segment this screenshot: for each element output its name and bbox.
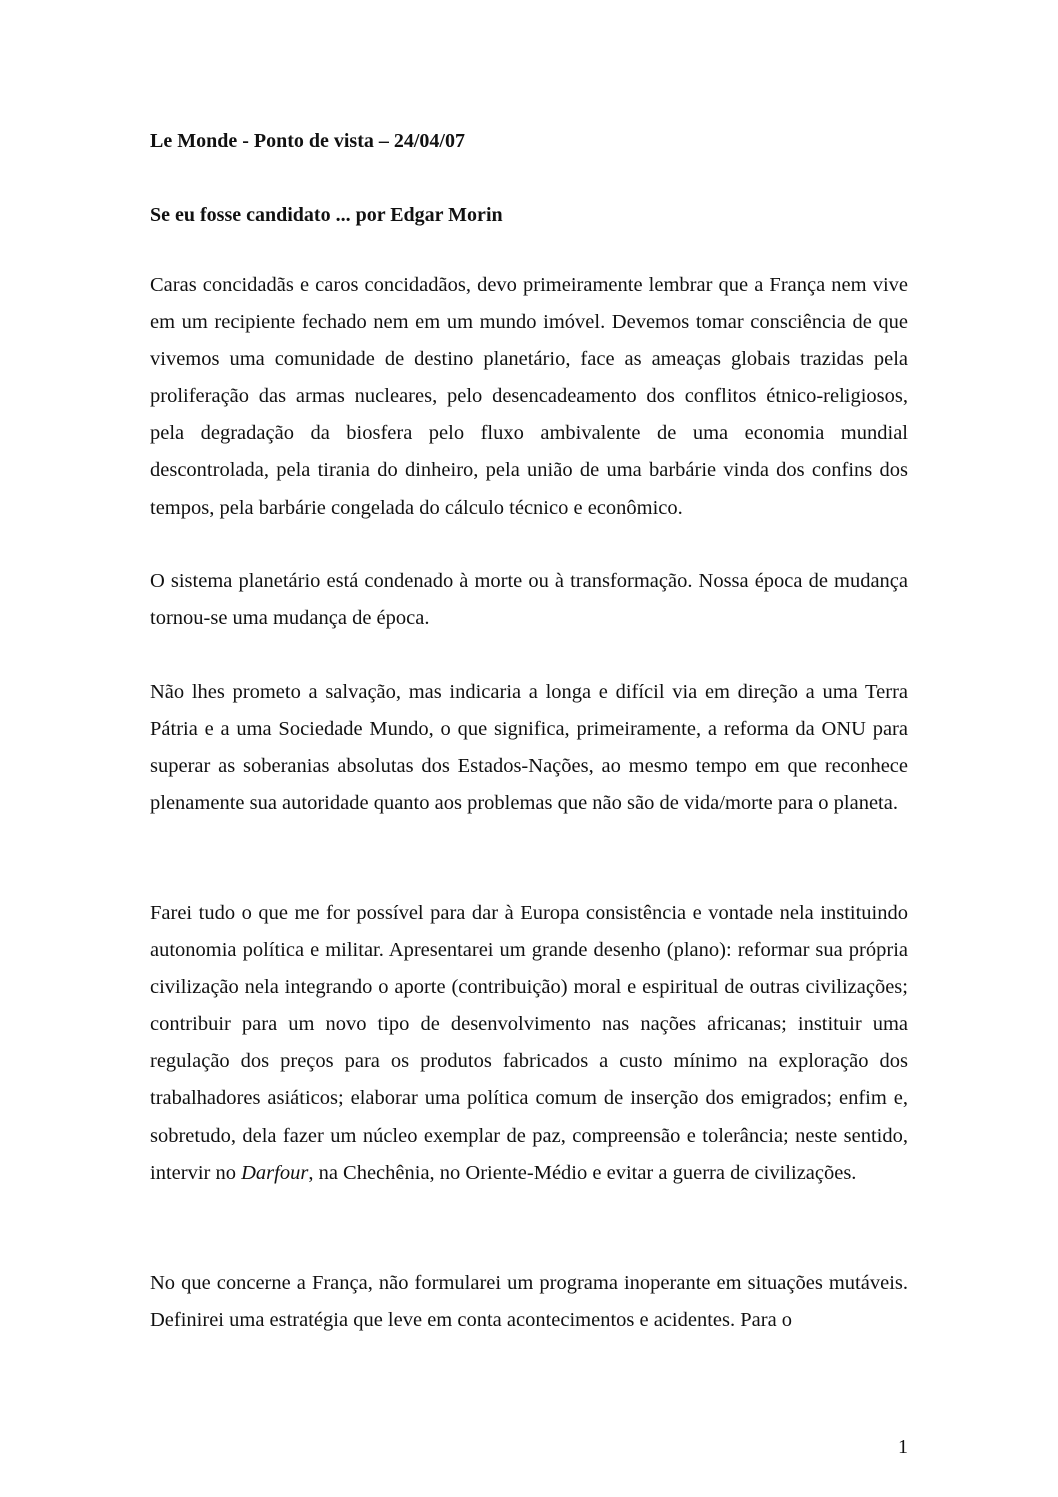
paragraph-france: No que concerne a França, não formularei um programa inoperante em situações mutáveis. Definirei uma estratégia que leve em conta acontecimentos e acidentes. Para o: [150, 1272, 908, 1332]
paragraph-planetary-system: O sistema planetário está condenado à morte ou à transformação. Nossa época de mudança tornou-se uma mudança de época.: [150, 570, 908, 630]
paragraph-intro: Caras concidadãs e caros concidadãos, devo primeiramente lembrar que a França nem vive em um recipiente fechado nem em um mundo imóvel. Devemos tomar consciência de que vivemos uma comunidade de destino planetário, face as ameaças globais trazidas pela proliferação das armas nucleares, pelo desencadeamento dos conflitos étnico-religiosos, pela degradação da biosfera pelo fluxo ambivalente de uma economia mundial descontrolada, pela tirania do dinheiro, pela união de uma barbárie vinda dos confins dos tempos, pela barbárie congelada do cálculo técnico e econômico.: [150, 274, 908, 519]
page-number: 1: [898, 1436, 908, 1458]
document-title: Se eu fosse candidato ... por Edgar Morin: [150, 204, 503, 226]
paragraph-europe: [150, 895, 908, 1192]
paragraph-salvation: Não lhes prometo a salvação, mas indicaria a longa e difícil via em direção a uma Terra Pátria e a uma Sociedade Mundo, o que significa, primeiramente, a reforma da ONU para superar as soberanias absolutas dos Estados-Nações, ao mesmo tempo em que reconhece plenamente sua autoridade quanto aos problemas que não são de vida/morte para o planeta.: [150, 681, 908, 815]
paragraph-europe-text-end: , na Chechênia, no Oriente-Médio e evitar a guerra de civilizações.: [308, 1161, 857, 1184]
paragraph-europe-text-start: Farei tudo o que me for possível para dar à Europa consistência e vontade nela instituindo autonomia política e militar. Apresentarei um grande desenho (plano): reformar sua própria civilização nela integrando o aporte (contribuição) moral e espiritual de outras civilizações; contribuir para um novo tipo de desenvolvimento nas nações africanas; instituir uma regulação dos preços para os produtos fabricados a custo mínimo na exploração dos trabalhadores asiáticos; elaborar uma política comum de inserção dos emigrados; enfim e, sobretudo, dela fazer um núcleo exemplar de paz, compreensão e tolerância; neste sentido, intervir no: [150, 902, 908, 1184]
paragraph-europe-italic-darfour: Darfour: [241, 1161, 309, 1184]
document-header: Le Monde - Ponto de vista – 24/04/07: [150, 130, 465, 152]
